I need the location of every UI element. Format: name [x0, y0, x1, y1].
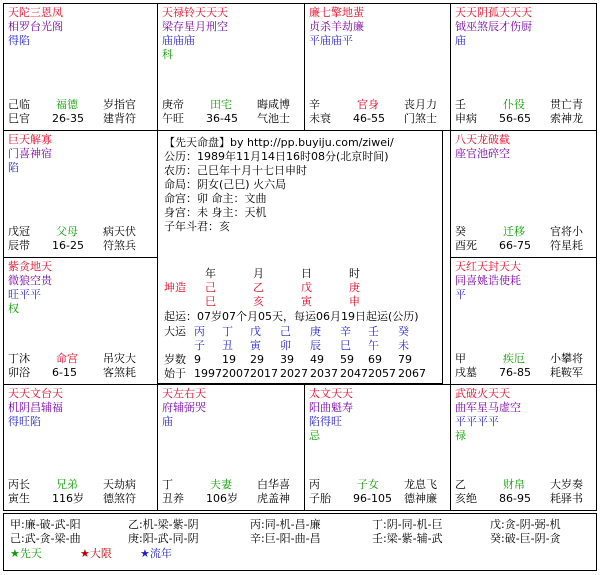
star-icon: ★ [80, 547, 90, 560]
palace-name: 财帛 [503, 478, 525, 491]
palace-footer-text: 符煞兵 [103, 239, 136, 252]
hdr-day: 日 [301, 267, 312, 280]
ming-ju: 命局：阴女(己巳) 火六局 [164, 178, 287, 191]
palace-zi [304, 384, 451, 511]
palace-footer [4, 478, 157, 508]
palace-stars [455, 387, 521, 443]
palace-footer-text: 晦咸博 [257, 98, 290, 111]
palace-name: 迁移 [503, 225, 525, 238]
dayun_zhi-7: 未 [398, 339, 409, 352]
palace-wei [304, 3, 451, 131]
palace-si [3, 3, 158, 131]
ages-6: 69 [368, 353, 382, 366]
years-1: 2007 [222, 367, 250, 380]
qiyun: 起运：07岁07个月05天，每运06月19日起运(公历) [164, 310, 419, 323]
star-line: 天陀三恩凤 [8, 6, 63, 19]
palace-stars [309, 6, 364, 48]
star-line: 得陷 [8, 34, 30, 47]
star-line: 阳曲魁寿 [309, 401, 353, 414]
palace-footer-text: 白华喜 [257, 478, 290, 491]
palace-footer-text: 德煞符 [103, 492, 136, 505]
palace-footer-text: 丙长 [8, 478, 30, 491]
palace-name: 父母 [56, 225, 78, 238]
legend-key [140, 547, 172, 561]
star-line: 庙 [455, 34, 466, 47]
solar-date: 公历：1989年11月14日16时08分(北京时间) [164, 150, 389, 163]
palace-footer-text: 贯亡青 [550, 98, 583, 111]
zhi-0: 巳 [205, 295, 216, 308]
star-line: 太文天天 [309, 387, 353, 400]
star-line: 权 [8, 302, 19, 315]
legend-key [80, 547, 112, 561]
star-line: 武破火天天 [455, 387, 510, 400]
palace-footer [4, 352, 157, 382]
palace-stars [455, 133, 510, 161]
dayun_zhi-5: 巳 [340, 339, 351, 352]
palace-footer [451, 98, 596, 128]
star-line: 天天文台天 [8, 387, 63, 400]
palace-footer-text: 86-95 [499, 492, 531, 505]
palace-name: 福德 [56, 98, 78, 111]
palace-footer-text: 丁沐 [8, 352, 30, 365]
palace-footer-text: 索神龙 [550, 112, 583, 125]
legend-key [10, 547, 42, 561]
palace-footer-text: 36-45 [206, 112, 238, 125]
legend-label: 先天 [19, 547, 42, 560]
palace-name: 仆役 [503, 98, 525, 111]
sihua-entry: 己:武-贪-梁-曲 [10, 532, 81, 545]
ages-1: 19 [222, 353, 236, 366]
palace-name: 田宅 [210, 98, 232, 111]
palace-footer-text: 癸 [455, 225, 466, 238]
palace-footer-text: 未衰 [309, 112, 331, 125]
palace-name: 兄弟 [56, 478, 78, 491]
palace-footer-text: 116岁 [52, 492, 84, 505]
zhi-2: 寅 [301, 295, 312, 308]
palace-yin [3, 384, 158, 511]
ages-7: 79 [398, 353, 412, 366]
palace-footer-text: 96-105 [353, 492, 392, 505]
gan-2: 戊 [301, 281, 312, 294]
palace-footer-text: 辰带 [8, 239, 30, 252]
star-line: 府辅弼哭 [162, 401, 206, 414]
dayun_gan-2: 戊 [250, 325, 261, 338]
dayun-label: 大运 [164, 325, 186, 338]
palace-footer-text: 符星耗 [550, 239, 583, 252]
palace-footer-text: 辛 [309, 98, 320, 111]
palace-footer [158, 98, 304, 128]
ziwei-chart [3, 3, 597, 511]
palace-footer-text: 106岁 [206, 492, 238, 505]
palace-footer-text: 耗鞍军 [550, 366, 583, 379]
star-line: 天天阴孤天天天 [455, 6, 532, 19]
lunar-date: 农历：己巳年十月十七日申时 [164, 164, 307, 177]
palace-footer-text: 天劫病 [103, 478, 136, 491]
palace-footer-text: 子胎 [309, 492, 331, 505]
gan-3: 庚 [349, 281, 360, 294]
star-line: 机阴昌辅福 [8, 401, 63, 414]
palace-stars [455, 260, 521, 302]
years-4: 2037 [310, 367, 338, 380]
star-line: 门喜神宿 [8, 147, 52, 160]
years-7: 2067 [398, 367, 426, 380]
kun-label: 坤造 [164, 281, 186, 294]
star-line: 梁存星月刑空 [162, 20, 228, 33]
star-line: 平庙庙平 [309, 34, 353, 47]
dayun_gan-4: 庚 [310, 325, 321, 338]
palace-footer-text: 丑养 [162, 492, 184, 505]
sihua-entry: 癸:破-巨-阴-贪 [490, 532, 561, 545]
dayun_gan-6: 壬 [368, 325, 379, 338]
palace-footer-text: 庚帝 [162, 98, 184, 111]
palace-name: 夫妻 [210, 478, 232, 491]
palace-footer-text: 龙息飞 [404, 478, 437, 491]
legend-label: 流年 [149, 547, 172, 560]
palace-shen [450, 3, 597, 131]
age-label: 岁数 [164, 353, 186, 366]
star-line: 陷 [8, 161, 19, 174]
years-2: 2017 [250, 367, 278, 380]
palace-footer-text: 26-35 [52, 112, 84, 125]
sihua-entry: 甲:廉-破-武-阳 [10, 518, 81, 531]
sihua-legend [3, 513, 597, 571]
star-line: 同喜姚诰使耗 [455, 274, 521, 287]
palace-footer [451, 352, 596, 382]
palace-footer [158, 478, 304, 508]
palace-footer-text: 卯浴 [8, 366, 30, 379]
star-line: 紫贪地天 [8, 260, 52, 273]
ages-2: 29 [250, 353, 264, 366]
years-6: 2057 [368, 367, 396, 380]
palace-stars [162, 6, 228, 62]
sihua-entry: 辛:巨-阳-曲-昌 [250, 532, 321, 545]
palace-footer-text: 小攀将 [550, 352, 583, 365]
palace-stars [8, 387, 63, 429]
years-0: 1997 [194, 367, 222, 380]
palace-footer-text: 官将小 [550, 225, 583, 238]
dayun_zhi-1: 丑 [222, 339, 233, 352]
palace-stars [162, 387, 206, 429]
star-line: 相罗台光阁 [8, 20, 63, 33]
palace-footer-text: 德神廉 [404, 492, 437, 505]
palace-footer-text: 病天伏 [103, 225, 136, 238]
palace-footer-text: 壬 [455, 98, 466, 111]
hdr-year: 年 [205, 267, 216, 280]
palace-footer-text: 客煞耗 [103, 366, 136, 379]
sihua-entry: 戊:贪-阴-弼-机 [490, 518, 561, 531]
star-icon: ★ [140, 547, 150, 560]
palace-footer-text: 丧月力 [404, 98, 437, 111]
dayun_gan-7: 癸 [398, 325, 409, 338]
star-line: 科 [162, 48, 173, 61]
palace-footer-text: 耗驿书 [550, 492, 583, 505]
star-line: 座官池碎空 [455, 147, 510, 160]
palace-footer [305, 478, 450, 508]
palace-footer-text: 46-55 [353, 112, 385, 125]
palace-footer-text: 吊灾大 [103, 352, 136, 365]
star-line: 天红天封天大 [455, 260, 521, 273]
star-line: 庙庙庙 [162, 34, 195, 47]
palace-chou [157, 384, 305, 511]
ages-3: 39 [280, 353, 294, 366]
dayun_gan-5: 辛 [340, 325, 351, 338]
palace-footer-text: 门煞士 [404, 112, 437, 125]
palace-footer-text: 酉死 [455, 239, 477, 252]
dayun_gan-3: 己 [280, 325, 291, 338]
dayun_gan-1: 丁 [222, 325, 233, 338]
dayun_zhi-4: 辰 [310, 339, 321, 352]
star-line: 微狼空贵 [8, 274, 52, 287]
palace-name: 官身 [357, 98, 379, 111]
palace-footer [451, 478, 596, 508]
palace-stars [8, 6, 63, 48]
dayun_gan-0: 丙 [194, 325, 205, 338]
year-label: 始于 [164, 367, 186, 380]
sihua-entry: 壬:梁-紫-辅-武 [372, 532, 443, 545]
palace-footer [4, 225, 157, 255]
palace-stars [455, 6, 532, 48]
palace-name: 命宫 [56, 352, 78, 365]
palace-footer-text: 寅生 [8, 492, 30, 505]
palace-chen [3, 130, 158, 258]
star-line: 忌 [309, 429, 320, 442]
star-line: 得旺陷 [8, 415, 41, 428]
palace-footer-text: 虎盖神 [257, 492, 290, 505]
palace-footer-text: 气池士 [257, 112, 290, 125]
palace-footer-text: 6-15 [52, 366, 77, 379]
palace-footer-text: 申病 [455, 112, 477, 125]
dayun_zhi-3: 卯 [280, 339, 291, 352]
palace-footer-text: 己临 [8, 98, 30, 111]
dayun_zhi-0: 子 [194, 339, 205, 352]
palace-hai [450, 384, 597, 511]
star-line: 禄 [455, 429, 466, 442]
palace-footer-text: 岁指官 [103, 98, 136, 111]
ages-4: 49 [310, 353, 324, 366]
star-line: 廉七擎地蜚 [309, 6, 364, 19]
palace-mao [3, 257, 158, 385]
palace-footer-text: 亥绝 [455, 492, 477, 505]
center-title: 【先天命盘】by http://pp.buyiju.com/ziwei/ [164, 136, 394, 149]
palace-footer-text: 建背符 [103, 112, 136, 125]
star-line: 陷得旺 [309, 415, 342, 428]
ages-0: 9 [194, 353, 201, 366]
shen-gong: 身宫：未 身主：天机 [164, 206, 267, 219]
dou-jun: 子年斗君：亥 [164, 220, 230, 233]
palace-footer-text: 16-25 [52, 239, 84, 252]
sihua-entry: 丙:同-机-昌-廉 [250, 518, 321, 531]
star-line: 平平平平 [455, 415, 499, 428]
dayun_zhi-6: 午 [368, 339, 379, 352]
palace-wu [157, 3, 305, 131]
years-5: 2047 [340, 367, 368, 380]
gan-1: 乙 [253, 281, 264, 294]
star-line: 八天龙破截 [455, 133, 510, 146]
palace-footer-text: 丁 [162, 478, 173, 491]
star-line: 钺巫煞辰才伤厨 [455, 20, 532, 33]
palace-footer [451, 225, 596, 255]
palace-stars [8, 260, 52, 316]
sihua-entry: 乙:机-梁-紫-阴 [128, 518, 199, 531]
palace-footer-text: 56-65 [499, 112, 531, 125]
palace-footer-text: 乙 [455, 478, 466, 491]
palace-footer [4, 98, 157, 128]
palace-xu [450, 257, 597, 385]
hdr-hour: 时 [349, 267, 360, 280]
palace-stars [309, 387, 353, 443]
star-line: 巨天解寡 [8, 133, 52, 146]
center-panel [157, 130, 443, 384]
years-3: 2027 [280, 367, 308, 380]
palace-name: 子女 [357, 478, 379, 491]
sihua-entry: 庚:阳-武-同-阴 [128, 532, 199, 545]
zhi-3: 申 [349, 295, 360, 308]
hdr-month: 月 [253, 267, 264, 280]
star-line: 天左右天 [162, 387, 206, 400]
palace-footer-text: 76-85 [499, 366, 531, 379]
star-line: 庙 [162, 415, 173, 428]
zhi-1: 亥 [253, 295, 264, 308]
palace-footer-text: 戌墓 [455, 366, 477, 379]
ages-5: 59 [340, 353, 354, 366]
legend-label: 大限 [89, 547, 112, 560]
palace-footer-text: 午旺 [162, 112, 184, 125]
star-line: 旺平平 [8, 288, 41, 301]
palace-stars [8, 133, 52, 175]
palace-footer-text: 甲 [455, 352, 466, 365]
star-line: 贞杀羊劫廉 [309, 20, 364, 33]
ming-gong: 命宫：卯 命主：文曲 [164, 192, 267, 205]
palace-footer-text: 66-75 [499, 239, 531, 252]
gan-0: 己 [205, 281, 216, 294]
star-line: 平 [455, 288, 466, 301]
star-line: 天禄铃天天天 [162, 6, 228, 19]
palace-footer [305, 98, 450, 128]
palace-footer-text: 巳官 [8, 112, 30, 125]
palace-you [450, 130, 597, 258]
sihua-entry: 丁:阴-同-机-巨 [372, 518, 443, 531]
star-line: 曲军星马虚空 [455, 401, 521, 414]
palace-footer-text: 大岁奏 [550, 478, 583, 491]
dayun_zhi-2: 寅 [250, 339, 261, 352]
palace-footer-text: 丙 [309, 478, 320, 491]
palace-name: 疾厄 [503, 352, 525, 365]
star-icon: ★ [10, 547, 20, 560]
palace-footer-text: 戊冠 [8, 225, 30, 238]
